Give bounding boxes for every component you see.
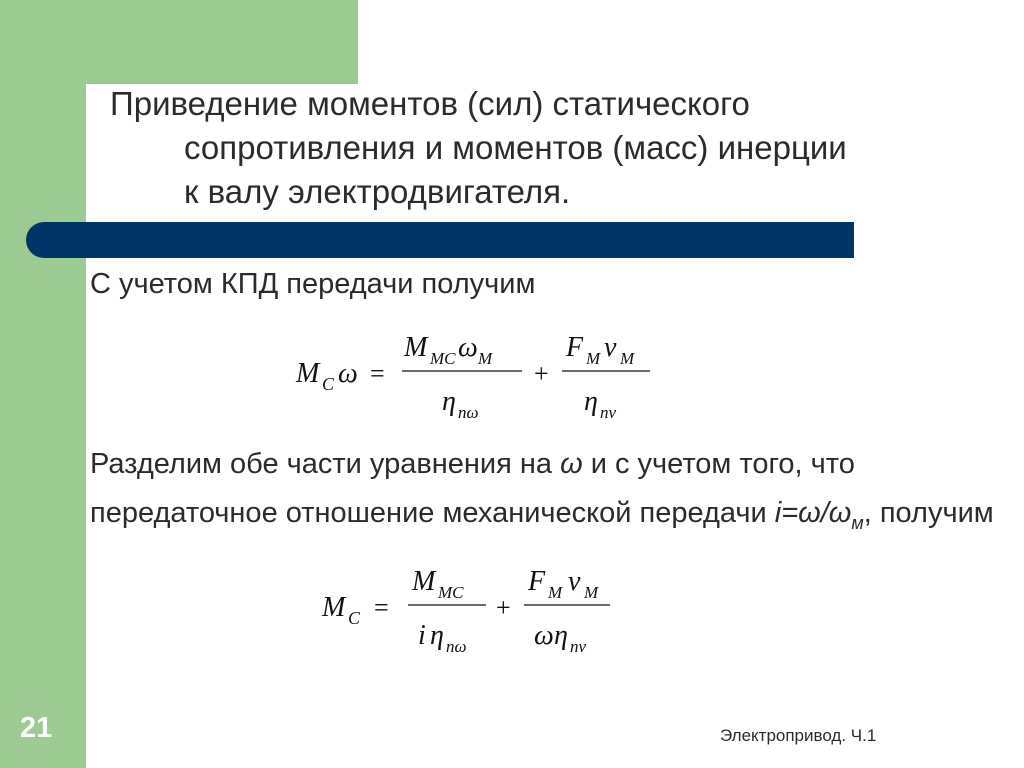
f2-num2-v-sub: M — [584, 583, 599, 602]
text2-ratio-sub: м — [851, 512, 864, 533]
formula-1 — [290, 326, 670, 426]
text2-omega: ω — [560, 448, 583, 480]
text2-part1: Разделим обе части уравнения на — [90, 448, 561, 480]
footer-text: Электропривод. Ч.1 — [720, 726, 877, 745]
f2-num1-M: M — [412, 566, 436, 597]
text2-ratio: i=ω/ω — [774, 497, 852, 529]
f2-num1-M-sub: MC — [438, 583, 464, 602]
f2-num2-F: F — [528, 566, 546, 597]
f2-den2-eta-sub: nv — [570, 637, 587, 656]
f1-den2-eta-sub: nv — [600, 403, 617, 422]
f1-den1-eta-sub: nω — [458, 403, 479, 422]
text2-part3: , получим — [863, 497, 994, 529]
f2-den1-eta: η — [430, 620, 444, 651]
f2-den2-eta: η — [554, 620, 568, 651]
f1-num2-v-sub: M — [620, 349, 635, 368]
f2-num2-F-sub: M — [548, 583, 563, 602]
f1-lhs-M: M — [296, 358, 320, 389]
f1-eq: = — [370, 359, 385, 388]
f1-num1-omega: ω — [458, 332, 478, 363]
f1-num1-M: M — [404, 332, 428, 363]
f1-den2-eta: η — [584, 386, 598, 417]
f2-den1-eta-sub: nω — [446, 637, 467, 656]
title-line-1: Приведение моментов (сил) статического — [110, 85, 750, 122]
left-green-bar — [0, 0, 86, 768]
f2-num2-v: v — [568, 566, 581, 597]
formula-2 — [318, 562, 638, 662]
page-number: 21 — [20, 712, 53, 744]
f1-lhs-M-sub: C — [322, 374, 335, 394]
f1-num2-F-sub: M — [586, 349, 601, 368]
f1-num1-omega-sub: M — [478, 349, 493, 368]
f2-eq: = — [374, 593, 389, 622]
f1-num2-v: v — [604, 332, 617, 363]
slide-title — [110, 82, 1010, 214]
f1-den1-eta: η — [442, 386, 456, 417]
title-line-3: к валу электродвигателя. — [184, 173, 571, 210]
f2-den2-omega: ω — [534, 620, 554, 651]
f2-den1-i: i — [418, 620, 426, 651]
f2-plus: + — [496, 593, 511, 622]
f1-lhs-omega: ω — [338, 358, 358, 389]
text2-part2: и с учетом того, что передаточное отношение механической передачи — [90, 448, 855, 529]
top-green-block — [86, 0, 358, 84]
title-divider-bar — [26, 222, 854, 258]
f2-lhs-M: M — [322, 592, 346, 623]
intro-text: С учетом КПД передачи получим — [90, 268, 536, 300]
title-line-2: сопротивления и моментов (масс) инерции — [184, 129, 847, 166]
f2-lhs-M-sub: C — [348, 608, 361, 628]
f1-plus: + — [534, 359, 549, 388]
f1-num2-F: F — [566, 332, 584, 363]
f1-num1-M-sub: MC — [430, 349, 456, 368]
explanation-text — [90, 440, 1020, 548]
